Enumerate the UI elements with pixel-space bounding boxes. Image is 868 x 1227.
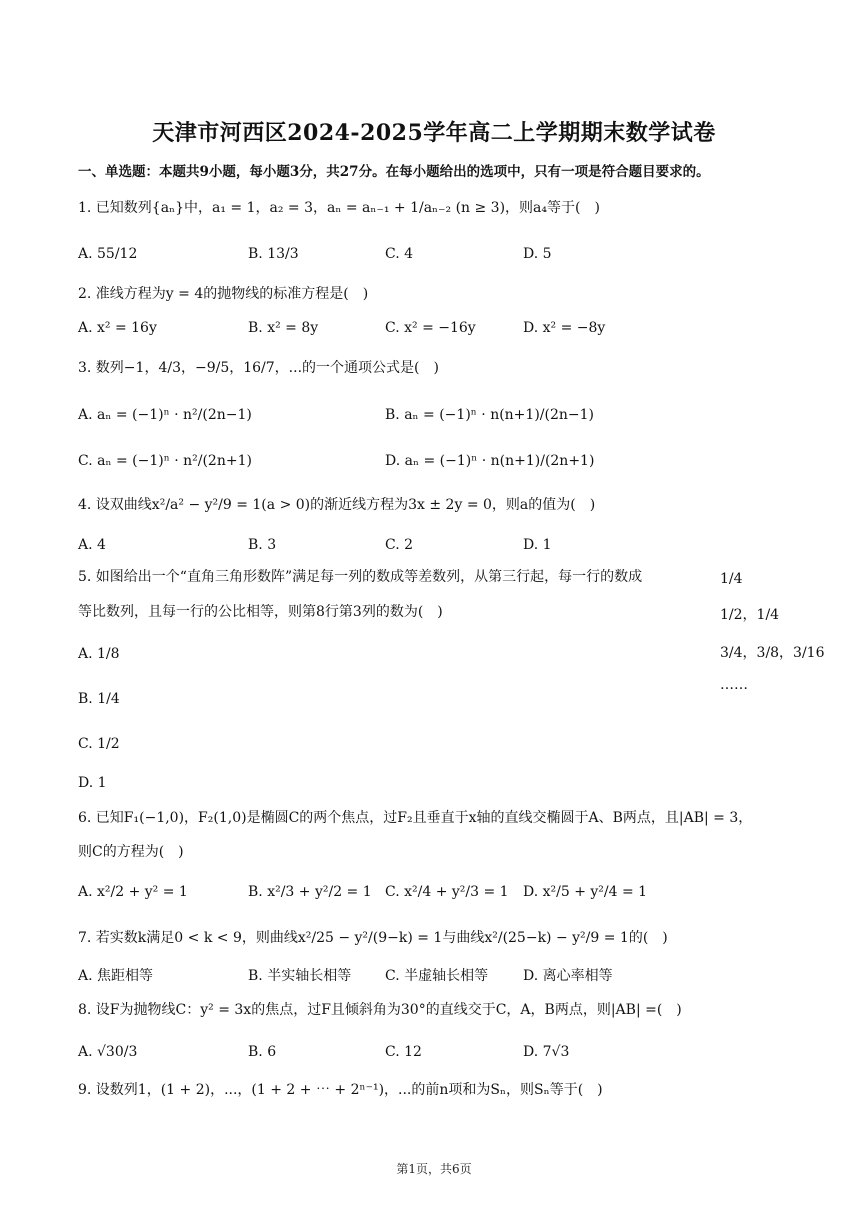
triangle-row-3: 3/4，3/8，3/16 bbox=[720, 645, 825, 661]
q3-option-a: A. aₙ = (−1)ⁿ · n²/(2n−1) bbox=[78, 407, 252, 423]
page-title: 天津市河西区2024-2025学年高二上学期期末数学试卷 bbox=[152, 120, 716, 146]
q6-option-d: D. x²/5 + y²/4 = 1 bbox=[523, 884, 648, 900]
q3-option-d: D. aₙ = (−1)ⁿ · n(n+1)/(2n+1) bbox=[385, 453, 595, 469]
section-heading: 一、单选题：本题共9小题，每小题3分，共27分。在每小题给出的选项中，只有一项是符合题目要求的。 bbox=[78, 164, 710, 180]
q3-option-c: C. aₙ = (−1)ⁿ · n²/(2n+1) bbox=[78, 453, 252, 469]
q4-option-d: D. 1 bbox=[523, 537, 552, 553]
question-4-stem: 4. 设双曲线x²/a² − y²/9 = 1(a > 0)的渐近线方程为3x ± 2y = 0，则a的值为( ) bbox=[78, 497, 596, 513]
q7-option-d: D. 离心率相等 bbox=[523, 968, 613, 984]
q2-option-c: C. x² = −16y bbox=[385, 320, 476, 336]
q7-option-c: C. 半虚轴长相等 bbox=[385, 968, 489, 984]
triangle-row-1: 1/4 bbox=[720, 571, 743, 587]
q7-option-b: B. 半实轴长相等 bbox=[248, 968, 352, 984]
question-7-stem: 7. 若实数k满足0 < k < 9，则曲线x²/25 − y²/(9−k) = 1与曲线x²/(25−k) − y²/9 = 1的( ) bbox=[78, 930, 668, 946]
q8-option-c: C. 12 bbox=[385, 1044, 422, 1060]
question-6-stem-line2: 则C的方程为( ) bbox=[78, 844, 184, 860]
page-footer: 第1页，共6页 bbox=[396, 1162, 472, 1176]
question-3-stem: 3. 数列−1，4/3，−9/5，16/7，...的一个通项公式是( ) bbox=[78, 360, 439, 376]
q8-option-a: A. √30/3 bbox=[78, 1044, 138, 1060]
q3-option-b: B. aₙ = (−1)ⁿ · n(n+1)/(2n−1) bbox=[385, 407, 594, 423]
q6-option-a: A. x²/2 + y² = 1 bbox=[78, 884, 188, 900]
q5-option-a: A. 1/8 bbox=[78, 646, 120, 662]
q5-option-b: B. 1/4 bbox=[78, 691, 120, 707]
q2-option-b: B. x² = 8y bbox=[248, 320, 319, 336]
question-5-stem-line2: 等比数列，且每一行的公比相等，则第8行第3列的数为( ) bbox=[78, 604, 443, 620]
q2-option-d: D. x² = −8y bbox=[523, 320, 606, 336]
q2-option-a: A. x² = 16y bbox=[78, 320, 157, 336]
q1-option-c: C. 4 bbox=[385, 246, 414, 262]
q4-option-c: C. 2 bbox=[385, 537, 414, 553]
question-9-stem: 9. 设数列1，(1 + 2)，...，(1 + 2 + ⋯ + 2ⁿ⁻¹)，...的前n项和为Sₙ，则Sₙ等于( ) bbox=[78, 1082, 603, 1098]
q1-option-d: D. 5 bbox=[523, 246, 552, 262]
question-1-stem: 1. 已知数列{aₙ}中，a₁ = 1，a₂ = 3，aₙ = aₙ₋₁ + 1/aₙ₋₂ (n ≥ 3)，则a₄等于( ) bbox=[78, 200, 600, 216]
q4-option-b: B. 3 bbox=[248, 537, 277, 553]
question-5-stem-line1: 5. 如图给出一个“直角三角形数阵”满足每一列的数成等差数列，从第三行起，每一行的数成 bbox=[78, 569, 643, 585]
q7-option-a: A. 焦距相等 bbox=[78, 968, 154, 984]
q8-option-d: D. 7√3 bbox=[523, 1044, 570, 1060]
triangle-row-4: …… bbox=[720, 677, 748, 693]
question-2-stem: 2. 准线方程为y = 4的抛物线的标准方程是( ) bbox=[78, 286, 369, 302]
triangle-row-2: 1/2，1/4 bbox=[720, 607, 780, 623]
q8-option-b: B. 6 bbox=[248, 1044, 277, 1060]
q1-option-b: B. 13/3 bbox=[248, 246, 299, 262]
question-6-stem-line1: 6. 已知F₁(−1,0)，F₂(1,0)是椭圆C的两个焦点，过F₂且垂直于x轴的直线交椭圆于A、B两点，且|AB| = 3， bbox=[78, 810, 753, 826]
q1-option-a: A. 55/12 bbox=[78, 246, 138, 262]
q5-option-c: C. 1/2 bbox=[78, 736, 120, 752]
question-8-stem: 8. 设F为抛物线C：y² = 3x的焦点，过F且倾斜角为30°的直线交于C，A，B两点，则|AB| =( ) bbox=[78, 1002, 682, 1018]
q6-option-c: C. x²/4 + y²/3 = 1 bbox=[385, 884, 509, 900]
q4-option-a: A. 4 bbox=[78, 537, 106, 553]
q5-option-d: D. 1 bbox=[78, 775, 107, 791]
q6-option-b: B. x²/3 + y²/2 = 1 bbox=[248, 884, 372, 900]
